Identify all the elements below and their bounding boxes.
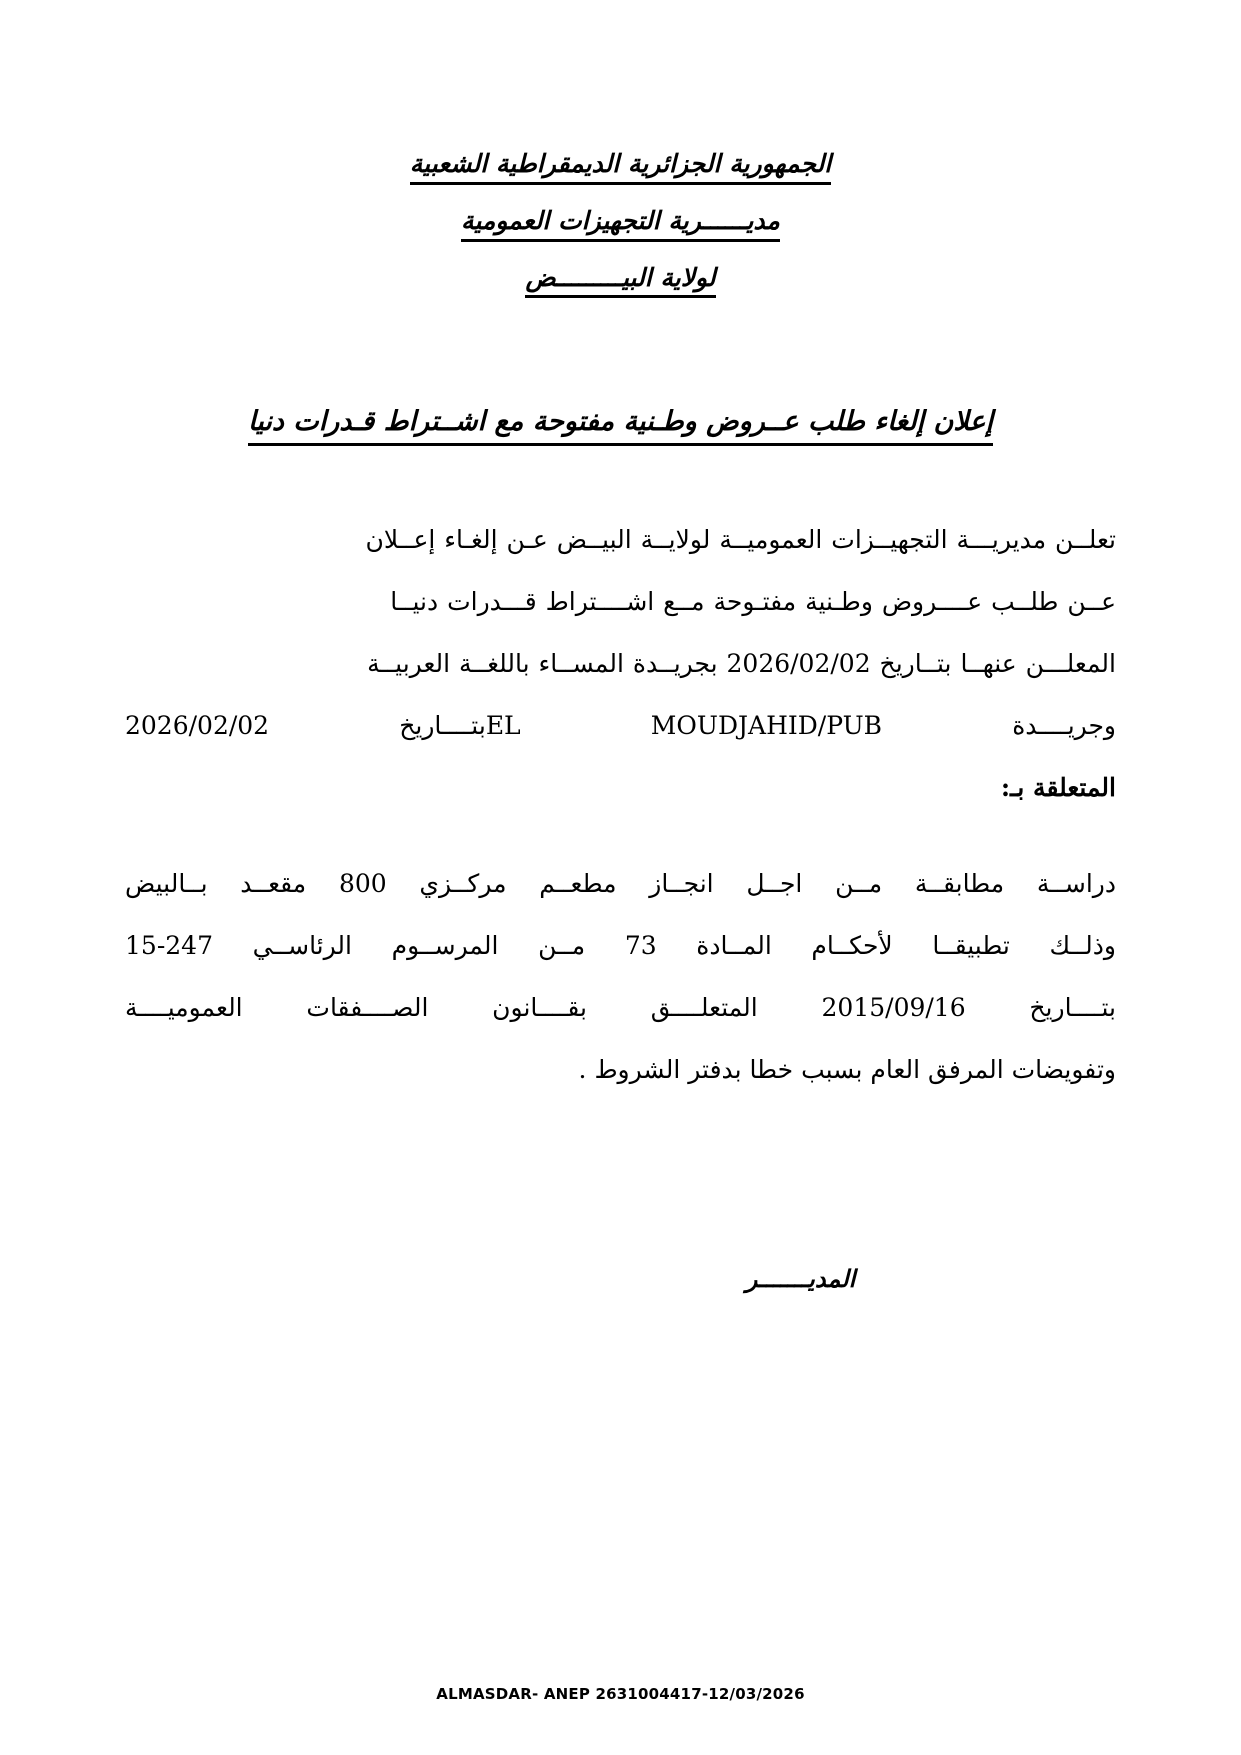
header-line-wilaya-text: لولاية البيـــــــــض (525, 264, 715, 299)
intro-line-2: عــن طلــب عــــروض وطـنية مفتـوحة مــع اشــــتراط قـــدرات دنيــا (390, 587, 1116, 616)
intro-paragraph-line4 (125, 698, 1116, 754)
object-line-1: دراســة مطابقــة مــن اجــل انجــاز مطعــم مركــزي 800 مقعــد بــالبيض (125, 869, 1116, 898)
intro-line-4-tail: بتــــاريخ 2026/02/02 (125, 711, 486, 740)
page-title (0, 405, 1241, 446)
document-header (0, 150, 1241, 320)
document-body (125, 512, 1116, 1098)
signature-block (0, 1265, 1241, 1293)
signature-label: المديـــــــر (745, 1265, 856, 1293)
intro-paragraph-line3 (125, 636, 1116, 692)
relating-to-label: المتعلقة بـ: (1000, 773, 1116, 802)
header-line-republic-text: الجمهورية الجزائرية الديمقراطية الشعبية (410, 150, 831, 185)
object-line-4: وتفويضات المرفق العام بسبب خطا بدفتر الشروط . (578, 1055, 1116, 1084)
newspaper-name-french: EL MOUDJAHID/PUB (485, 711, 883, 740)
intro-line-1: تعلــن مديريـــة التجهيــزات العموميــة لولايــة البيــض عـن إلغـاء إعــلان (365, 525, 1116, 554)
object-line-2: وذلــك تطبيقــا لأحكــام المــادة 73 مــن المرســوم الرئاســي 247-15 (125, 931, 1116, 960)
object-line-3: بتــــاريخ 2015/09/16 المتعلــــق بقــــانون الصــــفقات العموميــــة (125, 993, 1116, 1022)
footer-reference-text: ALMASDAR- ANEP 2631004417-12/03/2026 (436, 1685, 805, 1703)
intro-line-4-head: وجريــــدة (1012, 711, 1116, 740)
document-footer (0, 1684, 1241, 1703)
intro-paragraph-line2 (125, 574, 1116, 630)
intro-line-3: المعلـــن عنهــا بتــاريخ 2026/02/02 بجريــدة المســاء باللغــة العربيــة (367, 649, 1116, 678)
header-line-wilaya (0, 264, 1241, 299)
header-line-republic (0, 150, 1241, 185)
intro-paragraph (125, 512, 1116, 568)
header-line-directorate (0, 207, 1241, 242)
header-line-directorate-text: مديــــــرية التجهيزات العمومية (461, 207, 780, 242)
page-title-text: إعلان إلغاء طلب عــروض وطـنية مفتوحة مع اشــتراط قـدرات دنيا (248, 405, 993, 446)
